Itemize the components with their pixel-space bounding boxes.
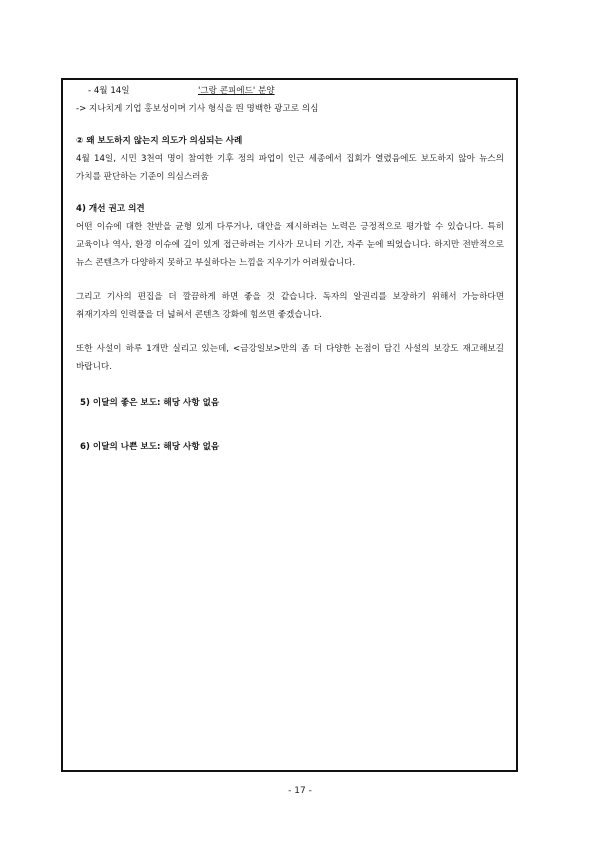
- arrow-note: -> 지나치게 기업 홍보성이며 기사 형식을 띈 명백한 광고로 의심: [76, 104, 319, 114]
- date-item: [76, 82, 504, 100]
- section-2-heading: ② 왜 보도하지 않는지 의도가 의심되는 사례: [76, 136, 243, 146]
- section-4-paragraph-1: 어떤 이슈에 대한 찬반을 균형 있게 다루거나, 대안을 제시하려는 노력은 긍정적으로 평가할 수 있습니다. 특히 교육이나 역사, 환경 이슈에 깊이 있게 접근하려는 기사가 모니터 기간, 자주 눈에 띄었습니다. 하지만 전반적으로 뉴스 콘텐츠가 다양하지 못하고 부실하다는 느낌을 지우기가 어려웠습니다.: [76, 222, 504, 268]
- section-4-paragraph-2: 그리고 기사의 편집을 더 깔끔하게 하면 좋을 것 같습니다. 독자의 알권리를 보장하기 위해서 가능하다면 취재기자의 인력풀을 더 넓혀서 콘텐츠 강화에 힘쓰면 좋겠습니다.: [76, 292, 504, 320]
- section-2-body: 4월 14일, 시민 3천여 명이 참여한 기후 정의 파업이 인근 세종에서 집회가 열렸음에도 보도하지 않아 뉴스의 가치를 판단하는 기준이 의심스러움: [76, 154, 504, 182]
- section-4-paragraph-3: 또한 사설이 하루 1개만 실리고 있는데, <금강일보>만의 좀 더 다양한 논점이 담긴 사설의 보강도 재고해보길 바랍니다.: [76, 344, 504, 372]
- page-number: - 17 -: [288, 786, 312, 796]
- date-item-date: - 4월 14일: [88, 86, 130, 96]
- section-6-heading: 6) 이달의 나쁜 보도: 해당 사항 없음: [80, 442, 220, 452]
- section-4-heading: 4) 개선 권고 의견: [76, 204, 145, 214]
- date-item-title: '그랑 콘피에드' 분양: [198, 86, 275, 96]
- document-body: [76, 82, 504, 456]
- section-5-heading: 5) 이달의 좋은 보도: 해당 사항 없음: [80, 398, 220, 408]
